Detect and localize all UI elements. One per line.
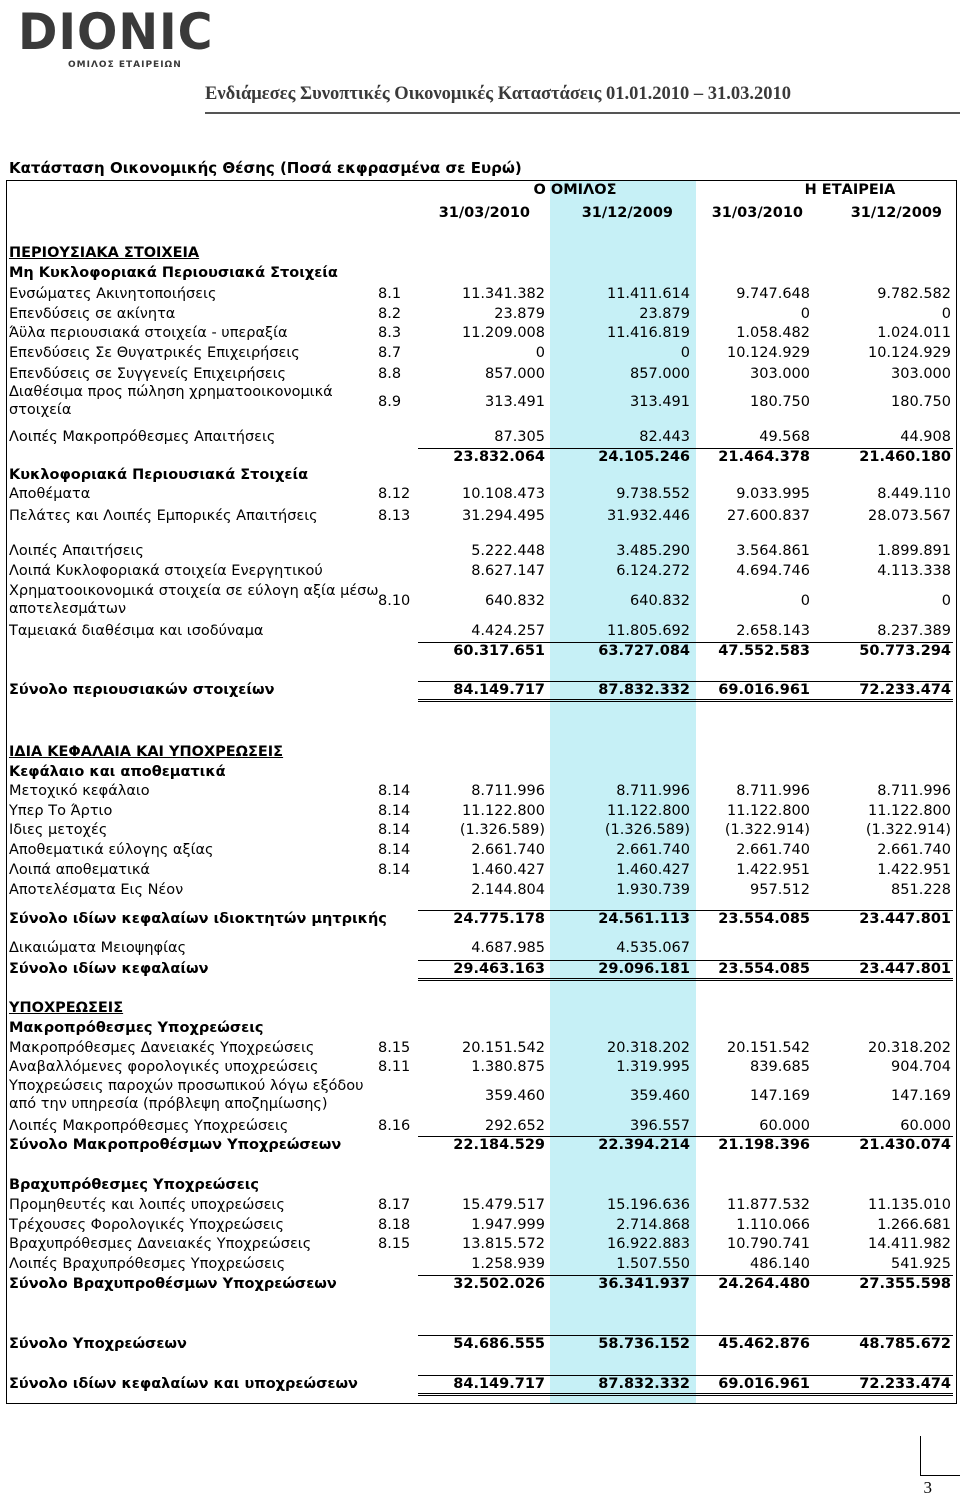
value-cell: 31.932.446 xyxy=(606,508,690,524)
total-rule xyxy=(418,910,953,911)
note-ref: 8.10 xyxy=(378,593,411,609)
date-header: 31/12/2009 xyxy=(850,205,942,221)
value-cell: 23.879 xyxy=(639,306,690,322)
value-cell: (1.322.914) xyxy=(865,822,951,838)
value-cell: 1.258.939 xyxy=(471,1256,545,1272)
note-ref: 8.12 xyxy=(378,486,411,502)
note-ref: 8.3 xyxy=(378,325,402,341)
value-cell: 23.554.085 xyxy=(718,911,810,927)
value-cell: 1.266.681 xyxy=(877,1217,951,1233)
value-cell: 0 xyxy=(941,593,951,609)
total-rule xyxy=(418,1395,953,1396)
value-cell: 640.832 xyxy=(630,593,690,609)
note-ref: 8.14 xyxy=(378,803,411,819)
row-label: Υπερ Το Άρτιο xyxy=(9,803,113,819)
date-header: 31/03/2010 xyxy=(438,205,530,221)
value-cell: 1.319.995 xyxy=(616,1059,690,1075)
row-label: Βραχυπρόθεσμες Υποχρεώσεις xyxy=(9,1177,260,1193)
value-cell: 1.110.066 xyxy=(736,1217,810,1233)
row-label: Σύνολο ιδίων κεφαλαίων και υποχρεώσεων xyxy=(9,1376,358,1392)
value-cell: 36.341.937 xyxy=(598,1276,690,1292)
value-cell: 147.169 xyxy=(891,1088,951,1104)
value-cell: 2.661.740 xyxy=(471,842,545,858)
note-ref: 8.17 xyxy=(378,1197,411,1213)
row-label: Λοιπές Μακροπρόθεσμες Υποχρεώσεις xyxy=(9,1118,289,1134)
row-label: Υποχρεώσεις παροχών προσωπικού λόγω εξόδου από την υπηρεσία (πρόβλεψη αποζημίωσης) xyxy=(9,1078,364,1112)
value-cell: (1.326.589) xyxy=(604,822,690,838)
value-cell: 303.000 xyxy=(750,366,810,382)
value-cell: 957.512 xyxy=(750,882,810,898)
statement-title: Κατάσταση Οικονομικής Θέσης (Ποσά εκφρασμένα σε Ευρώ) xyxy=(9,159,522,177)
value-cell: 63.727.084 xyxy=(598,643,690,659)
value-cell: 22.184.529 xyxy=(453,1137,545,1153)
total-rule xyxy=(418,1375,953,1376)
value-cell: 69.016.961 xyxy=(718,1376,810,1392)
row-label: Προμηθευτές και λοιπές υποχρεώσεις xyxy=(9,1197,285,1213)
value-cell: 60.317.651 xyxy=(453,643,545,659)
value-cell: 2.714.868 xyxy=(616,1217,690,1233)
row-label: Λοιπές Μακροπρόθεσμες Απαιτήσεις xyxy=(9,429,276,445)
value-cell: 180.750 xyxy=(891,394,951,410)
total-rule xyxy=(418,980,953,981)
value-cell: 27.600.837 xyxy=(726,508,810,524)
value-cell: 21.464.378 xyxy=(718,449,810,465)
value-cell: 8.711.996 xyxy=(877,783,951,799)
value-cell: 904.704 xyxy=(891,1059,951,1075)
row-label: Αποθέματα xyxy=(9,486,91,502)
row-label: Σύνολο ιδίων κεφαλαίων ιδιοκτητών μητρικής xyxy=(9,911,387,927)
value-cell: 10.108.473 xyxy=(461,486,545,502)
value-cell: 20.151.542 xyxy=(726,1040,810,1056)
row-label: Αποτελέσματα Εις Νέον xyxy=(9,882,184,898)
note-ref: 8.11 xyxy=(378,1059,411,1075)
row-label: Σύνολο Μακροπροθέσμων Υποχρεώσεων xyxy=(9,1137,342,1153)
value-cell: 9.033.995 xyxy=(736,486,810,502)
total-rule xyxy=(418,1136,953,1137)
value-cell: 851.228 xyxy=(891,882,951,898)
total-rule xyxy=(418,1393,953,1394)
value-cell: 8.711.996 xyxy=(471,783,545,799)
value-cell: 4.687.985 xyxy=(471,940,545,956)
value-cell: 10.124.929 xyxy=(867,345,951,361)
title-rule xyxy=(205,112,960,114)
row-label: Λοιπές Απαιτήσεις xyxy=(9,543,144,559)
value-cell: 1.507.550 xyxy=(616,1256,690,1272)
page-corner xyxy=(920,1436,921,1476)
value-cell: 4.535.067 xyxy=(616,940,690,956)
row-label: Κεφάλαιο και αποθεματικά xyxy=(9,764,226,780)
company-header: Η ΕΤΑΙΡΕΙΑ xyxy=(804,182,896,198)
row-label: Ενσώματες Ακινητοποιήσεις xyxy=(9,286,217,302)
value-cell: 84.149.717 xyxy=(453,682,545,698)
value-cell: 23.554.085 xyxy=(718,961,810,977)
logo-subtitle: ΟΜΙΛΟΣ ΕΤΑΙΡΕΙΩΝ xyxy=(68,60,182,70)
value-cell: 60.000 xyxy=(759,1118,810,1134)
value-cell: 87.832.332 xyxy=(598,682,690,698)
value-cell: 54.686.555 xyxy=(453,1336,545,1352)
value-cell: 13.815.572 xyxy=(461,1236,545,1252)
value-cell: 28.073.567 xyxy=(867,508,951,524)
value-cell: 45.462.876 xyxy=(718,1336,810,1352)
value-cell: 6.124.272 xyxy=(616,563,690,579)
row-label: Ιδιες μετοχές xyxy=(9,822,108,838)
row-label: Δικαιώματα Μειοψηφίας xyxy=(9,940,187,956)
value-cell: 10.790.741 xyxy=(726,1236,810,1252)
value-cell: 29.096.181 xyxy=(598,961,690,977)
value-cell: 486.140 xyxy=(750,1256,810,1272)
value-cell: 60.000 xyxy=(900,1118,951,1134)
value-cell: 87.832.332 xyxy=(598,1376,690,1392)
total-rule xyxy=(418,448,953,449)
value-cell: 3.564.861 xyxy=(736,543,810,559)
date-header: 31/03/2010 xyxy=(711,205,803,221)
row-label: Αναβαλλόμενες φορολογικές υποχρεώσεις xyxy=(9,1059,319,1075)
value-cell: 147.169 xyxy=(750,1088,810,1104)
value-cell: 857.000 xyxy=(630,366,690,382)
value-cell: 49.568 xyxy=(759,429,810,445)
value-cell: 359.460 xyxy=(485,1088,545,1104)
company-logo: DIONIC xyxy=(18,3,214,61)
value-cell: 8.711.996 xyxy=(736,783,810,799)
value-cell: 21.198.396 xyxy=(718,1137,810,1153)
row-label: Άϋλα περιουσιακά στοιχεία - υπεραξία xyxy=(9,325,288,341)
value-cell: 11.877.532 xyxy=(726,1197,810,1213)
note-ref: 8.14 xyxy=(378,842,411,858)
value-cell: 4.424.257 xyxy=(471,623,545,639)
value-cell: 1.930.739 xyxy=(616,882,690,898)
value-cell: 29.463.163 xyxy=(453,961,545,977)
note-ref: 8.14 xyxy=(378,822,411,838)
value-cell: 21.460.180 xyxy=(859,449,951,465)
value-cell: 9.782.582 xyxy=(877,286,951,302)
value-cell: 1.899.891 xyxy=(877,543,951,559)
value-cell: 0 xyxy=(800,593,810,609)
value-cell: 31.294.495 xyxy=(461,508,545,524)
row-label: Μη Κυκλοφοριακά Περιουσιακά Στοιχεία xyxy=(9,265,338,281)
note-ref: 8.15 xyxy=(378,1236,411,1252)
value-cell: 27.355.598 xyxy=(859,1276,951,1292)
value-cell: (1.322.914) xyxy=(724,822,810,838)
value-cell: 11.135.010 xyxy=(867,1197,951,1213)
value-cell: 292.652 xyxy=(485,1118,545,1134)
row-label: Σύνολο Βραχυπροθέσμων Υποχρεώσεων xyxy=(9,1276,337,1292)
value-cell: 23.447.801 xyxy=(859,961,951,977)
row-label: Λοιπές Βραχυπρόθεσμες Υποχρεώσεις xyxy=(9,1256,286,1272)
value-cell: 359.460 xyxy=(630,1088,690,1104)
value-cell: 48.785.672 xyxy=(859,1336,951,1352)
value-cell: 82.443 xyxy=(639,429,690,445)
value-cell: 1.460.427 xyxy=(471,862,545,878)
value-cell: 50.773.294 xyxy=(859,643,951,659)
row-label: ΥΠΟΧΡΕΩΣΕΙΣ xyxy=(9,1000,124,1016)
value-cell: 44.908 xyxy=(900,429,951,445)
total-rule xyxy=(418,1275,953,1276)
value-cell: 5.222.448 xyxy=(471,543,545,559)
row-label: Επενδύσεις Σε Θυγατρικές Επιχειρήσεις xyxy=(9,345,300,361)
value-cell: 2.658.143 xyxy=(736,623,810,639)
row-label: ΠΕΡΙΟΥΣΙΑΚΑ ΣΤΟΙΧΕΙΑ xyxy=(9,245,200,261)
value-cell: 23.832.064 xyxy=(453,449,545,465)
value-cell: 24.561.113 xyxy=(598,911,690,927)
total-rule xyxy=(418,978,953,979)
row-label: Λοιπά αποθεματικά xyxy=(9,862,150,878)
value-cell: 396.557 xyxy=(630,1118,690,1134)
value-cell: 10.124.929 xyxy=(726,345,810,361)
document-title: Ενδιάμεσες Συνοπτικές Οικονομικές Καταστάσεις 01.01.2010 – 31.03.2010 xyxy=(205,84,791,104)
value-cell: 8.711.996 xyxy=(616,783,690,799)
value-cell: 69.016.961 xyxy=(718,682,810,698)
total-rule xyxy=(418,642,953,643)
group-header: Ο ΟΜΙΛΟΣ xyxy=(533,182,617,198)
value-cell: 1.947.999 xyxy=(471,1217,545,1233)
value-cell: 24.105.246 xyxy=(598,449,690,465)
row-label: Επενδύσεις σε ακίνητα xyxy=(9,306,176,322)
value-cell: 541.925 xyxy=(891,1256,951,1272)
row-label: Επενδύσεις σε Συγγενείς Επιχειρήσεις xyxy=(9,366,287,382)
value-cell: 4.113.338 xyxy=(877,563,951,579)
note-ref: 8.18 xyxy=(378,1217,411,1233)
value-cell: 1.422.951 xyxy=(736,862,810,878)
row-label: Τρέχουσες Φορολογικές Υποχρεώσεις xyxy=(9,1217,284,1233)
value-cell: 11.122.800 xyxy=(867,803,951,819)
note-ref: 8.8 xyxy=(378,366,402,382)
value-cell: 2.661.740 xyxy=(877,842,951,858)
page-corner xyxy=(920,1475,960,1476)
value-cell: 15.196.636 xyxy=(606,1197,690,1213)
value-cell: 2.661.740 xyxy=(616,842,690,858)
note-ref: 8.2 xyxy=(378,306,402,322)
value-cell: 0 xyxy=(941,306,951,322)
row-label: Ταμειακά διαθέσιμα και ισοδύναμα xyxy=(9,623,264,639)
value-cell: 84.149.717 xyxy=(453,1376,545,1392)
value-cell: 1.460.427 xyxy=(616,862,690,878)
row-label: Βραχυπρόθεσμες Δανειακές Υποχρεώσεις xyxy=(9,1236,312,1252)
value-cell: 11.122.800 xyxy=(461,803,545,819)
date-header: 31/12/2009 xyxy=(581,205,673,221)
value-cell: 11.805.692 xyxy=(606,623,690,639)
value-cell: 23.879 xyxy=(494,306,545,322)
value-cell: 20.151.542 xyxy=(461,1040,545,1056)
row-label: Σύνολο Υποχρεώσεων xyxy=(9,1336,187,1352)
value-cell: 313.491 xyxy=(630,394,690,410)
row-label: Χρηματοοικονομικά στοιχεία σε εύλογη αξία μέσω αποτελεσμάτων xyxy=(9,583,379,617)
value-cell: 3.485.290 xyxy=(616,543,690,559)
value-cell: 1.058.482 xyxy=(736,325,810,341)
value-cell: 11.122.800 xyxy=(726,803,810,819)
value-cell: 0 xyxy=(535,345,545,361)
value-cell: 8.449.110 xyxy=(877,486,951,502)
row-label: ΙΔΙΑ ΚΕΦΑΛΑΙΑ ΚΑΙ ΥΠΟΧΡΕΩΣΕΙΣ xyxy=(9,744,284,760)
note-ref: 8.14 xyxy=(378,783,411,799)
note-ref: 8.13 xyxy=(378,508,411,524)
value-cell: 58.736.152 xyxy=(598,1336,690,1352)
row-label: Λοιπά Κυκλοφοριακά στοιχεία Ενεργητικού xyxy=(9,563,323,579)
total-rule xyxy=(418,960,953,961)
value-cell: 72.233.474 xyxy=(859,682,951,698)
value-cell: 4.694.746 xyxy=(736,563,810,579)
value-cell: 14.411.982 xyxy=(867,1236,951,1252)
value-cell: (1.326.589) xyxy=(459,822,545,838)
total-rule xyxy=(418,699,953,700)
row-label: Διαθέσιμα προς πώληση χρηματοοικονομικά στοιχεία xyxy=(9,384,333,418)
value-cell: 11.122.800 xyxy=(606,803,690,819)
value-cell: 2.661.740 xyxy=(736,842,810,858)
value-cell: 21.430.074 xyxy=(859,1137,951,1153)
value-cell: 9.747.648 xyxy=(736,286,810,302)
value-cell: 0 xyxy=(680,345,690,361)
row-label: Σύνολο περιουσιακών στοιχείων xyxy=(9,682,275,698)
value-cell: 87.305 xyxy=(494,429,545,445)
row-label: Μακροπρόθεσμες Υποχρεώσεις xyxy=(9,1020,264,1036)
value-cell: 47.552.583 xyxy=(718,643,810,659)
note-ref: 8.15 xyxy=(378,1040,411,1056)
value-cell: 857.000 xyxy=(485,366,545,382)
note-ref: 8.1 xyxy=(378,286,402,302)
note-ref: 8.16 xyxy=(378,1118,411,1134)
value-cell: 8.627.147 xyxy=(471,563,545,579)
page-number: 3 xyxy=(923,1478,932,1497)
value-cell: 8.237.389 xyxy=(877,623,951,639)
value-cell: 32.502.026 xyxy=(453,1276,545,1292)
value-cell: 180.750 xyxy=(750,394,810,410)
note-ref: 8.7 xyxy=(378,345,402,361)
note-ref: 8.14 xyxy=(378,862,411,878)
value-cell: 11.416.819 xyxy=(606,325,690,341)
value-cell: 2.144.804 xyxy=(471,882,545,898)
value-cell: 24.264.480 xyxy=(718,1276,810,1292)
value-cell: 20.318.202 xyxy=(606,1040,690,1056)
row-label: Κυκλοφοριακά Περιουσιακά Στοιχεία xyxy=(9,467,309,483)
value-cell: 11.341.382 xyxy=(461,286,545,302)
value-cell: 72.233.474 xyxy=(859,1376,951,1392)
value-cell: 22.394.214 xyxy=(598,1137,690,1153)
row-label: Σύνολο ιδίων κεφαλαίων xyxy=(9,961,209,977)
value-cell: 11.411.614 xyxy=(606,286,690,302)
value-cell: 24.775.178 xyxy=(453,911,545,927)
note-ref: 8.9 xyxy=(378,394,402,410)
value-cell: 0 xyxy=(800,306,810,322)
value-cell: 16.922.883 xyxy=(606,1236,690,1252)
value-cell: 1.024.011 xyxy=(877,325,951,341)
value-cell: 1.380.875 xyxy=(471,1059,545,1075)
value-cell: 303.000 xyxy=(891,366,951,382)
value-cell: 9.738.552 xyxy=(616,486,690,502)
total-rule xyxy=(418,1335,953,1336)
value-cell: 23.447.801 xyxy=(859,911,951,927)
row-label: Αποθεματικά εύλογης αξίας xyxy=(9,842,214,858)
row-label: Μετοχικό κεφάλαιο xyxy=(9,783,150,799)
value-cell: 1.422.951 xyxy=(877,862,951,878)
row-label: Πελάτες και Λοιπές Εμπορικές Απαιτήσεις xyxy=(9,508,318,524)
total-rule xyxy=(418,701,953,702)
value-cell: 11.209.008 xyxy=(461,325,545,341)
total-rule xyxy=(418,681,953,682)
value-cell: 15.479.517 xyxy=(461,1197,545,1213)
value-cell: 640.832 xyxy=(485,593,545,609)
value-cell: 839.685 xyxy=(750,1059,810,1075)
row-label: Μακροπρόθεσμες Δανειακές Υποχρεώσεις xyxy=(9,1040,315,1056)
value-cell: 313.491 xyxy=(485,394,545,410)
value-cell: 20.318.202 xyxy=(867,1040,951,1056)
